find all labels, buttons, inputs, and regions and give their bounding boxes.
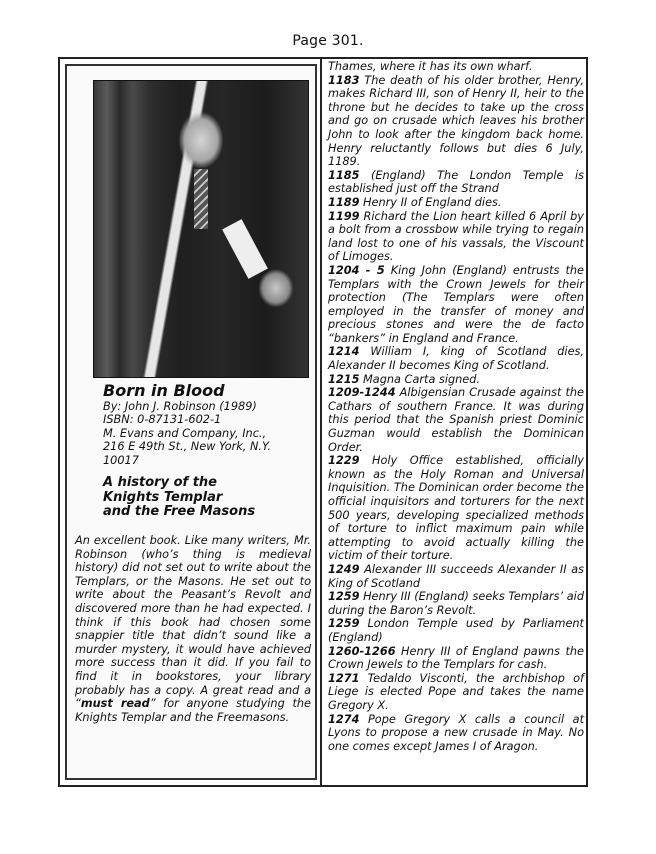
entry-text: William I, king of Scotland dies, Alexander II becomes King of Scotland. (328, 345, 584, 373)
entry-year: 1214 (328, 345, 360, 359)
entry-text: Richard the Lion heart killed 6 April by a bolt from a crossbow while trying to regain land lost to one of his vassals, the Viscount of Limoges. (328, 209, 584, 264)
entry-year: 1260-1266 (328, 644, 396, 658)
entry-text: Albigensian Crusade against the Cathars of southern France. It was during this period that the Spanish priest Dominic Guzman would establish the Dominican Order. (328, 386, 584, 454)
entry-year: 1274 (328, 712, 360, 726)
entry-text: Magna Carta signed. (359, 372, 481, 386)
entry-text: Holy Office established, officially known as the Holy Roman and Universal Inquisition. The Dominican order become the official inquisitors and torturers for the next 500 years, developing specialized methods of torture to inflict maximum pain while attempting to avoid actually killing the victim of their torture. (328, 454, 584, 563)
column-divider (320, 59, 322, 785)
book-title: Born in Blood (103, 381, 225, 400)
book-info (103, 382, 313, 520)
timeline-entries (328, 74, 584, 754)
timeline-entry (328, 672, 584, 713)
entry-year: 1229 (328, 454, 360, 468)
entry-text: The death of his older brother, Henry, makes Richard III, son of Henry II, heir to the throne but he decides to take up the cross and go on crusade which leaves his brother John to look after the kingdom back home. Henry reluctantly follows but dies 6 July, 1189. (328, 73, 584, 169)
book-subtitle (103, 476, 313, 520)
timeline-entry (328, 74, 584, 169)
timeline-entry (328, 713, 584, 754)
book-author: By: John J. Robinson (1989) (103, 400, 257, 413)
entry-text: Tedaldo Visconti, the archbishop of Liege is elected Pope and takes the name Gregory X. (328, 671, 584, 712)
subtitle-line: and the Free Masons (103, 504, 256, 520)
entry-year: 1185 (328, 168, 360, 182)
timeline-entry (328, 196, 584, 210)
entry-text: Pope Gregory X calls a council at Lyons to propose a new crusade in May. No one comes except James I of Aragon. (328, 712, 584, 753)
entry-text: King John (England) entrusts the Templars with the Crown Jewels for their protection (The Templars were often employed in the transfer of money and precious stones and were the de facto “bankers” in England and France. (328, 263, 585, 345)
timeline-entry (328, 345, 584, 372)
book-publisher-2: 216 E 49th St., New York, N.Y. (103, 440, 272, 454)
entry-text: Alexander III succeeds Alexander II as King of Scotland (328, 562, 584, 590)
timeline-entry (328, 264, 584, 346)
entry-text: London Temple used by Parliament (England) (328, 617, 584, 644)
photo-book (222, 219, 268, 279)
timeline-entry (328, 590, 584, 617)
content-frame (58, 57, 588, 787)
timeline-entry (328, 563, 584, 590)
timeline-continuation: Thames, where it has its own wharf. (328, 60, 533, 73)
timeline-entry (328, 210, 584, 264)
page-number: Page 301. (292, 33, 364, 49)
subtitle-line: A history of the (103, 475, 217, 491)
timeline-entry (328, 617, 584, 644)
entry-year: 1259 (328, 590, 360, 604)
review-text (75, 534, 311, 724)
entry-year: 1204 - 5 (328, 263, 385, 277)
entry-text: (England) The London Temple is established just off the Strand (328, 168, 584, 196)
timeline-entry (328, 386, 584, 454)
timeline-entry (328, 454, 584, 563)
book-publisher-3: 10017 (103, 453, 139, 467)
subtitle-line: Knights Templar (103, 489, 223, 505)
book-review-panel (65, 64, 317, 780)
book-publisher-1: M. Evans and Company, Inc., (103, 426, 267, 440)
entry-text: Henry II of England dies. (359, 195, 502, 209)
book-isbn: ISBN: 0-87131-602-1 (103, 413, 222, 427)
entry-year: 1209-1244 (328, 386, 396, 400)
entry-text: Henry III of England pawns the Crown Jewels to the Templars for cash. (328, 644, 584, 672)
review-part: ” for anyone studying the Knights Templar and the Freemasons. (75, 697, 311, 724)
entry-year: 1183 (328, 73, 360, 87)
review-emphasis: must read (80, 697, 150, 711)
entry-year: 1259 (328, 617, 360, 631)
photo-tie (194, 169, 208, 229)
timeline-entry (328, 169, 584, 196)
review-part: An excellent book. Like many writers, Mr. Robinson (who’s thing is medieval history) did not set out to write about the Templars, or the Masons. He set out to write about the Peasant’s Revolt and discovered more than he had expected. I think if this book had chosen some snappier title that didn’t sound like a murder mystery, it would have achieved more success than it did. If you fail to find it in bookstores, your library probably has a copy. A great read and a “ (75, 534, 311, 711)
timeline (328, 60, 584, 753)
timeline-entry (328, 373, 584, 387)
entry-text: Henry III (England) seeks Templars’ aid during the Baron’s Revolt. (328, 590, 584, 617)
entry-year: 1199 (328, 209, 360, 223)
entry-year: 1189 (328, 195, 360, 209)
entry-year: 1249 (328, 562, 360, 576)
entry-year: 1271 (328, 671, 360, 685)
timeline-entry (328, 645, 584, 672)
author-photo (93, 80, 309, 378)
entry-year: 1215 (328, 372, 360, 386)
